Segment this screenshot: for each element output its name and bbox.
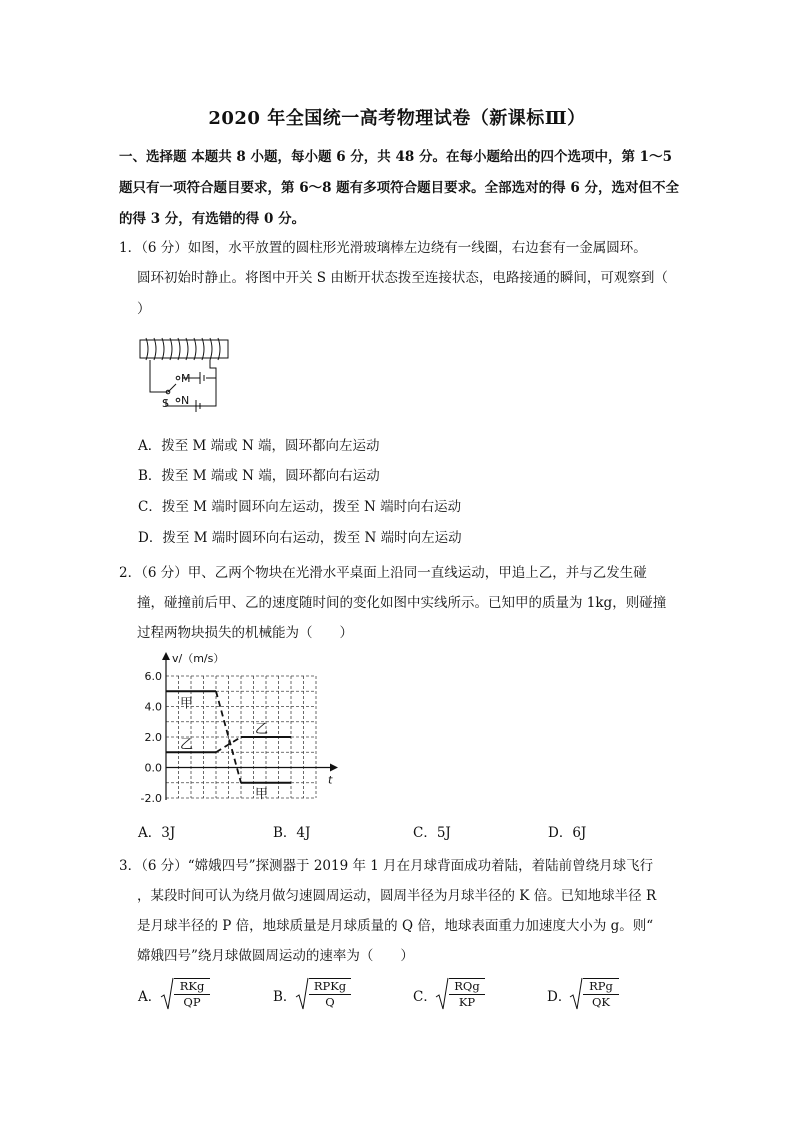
denominator: Q <box>325 995 335 1009</box>
y-axis-label: v/（m/s） <box>172 652 225 665</box>
question-2-text: 甲、乙两个物块在光滑水平桌面上沿同一直线运动，甲追上乙，并与乙发生碰 <box>187 565 647 581</box>
fraction <box>309 979 351 1010</box>
fraction <box>583 979 619 1010</box>
question-1-option-a: A．拨至 M 端或 N 端，圆环都向左运动 <box>138 438 380 454</box>
label-s: S <box>162 397 169 410</box>
question-3-stem-line4: 嫦娥四号”绕月球做圆周运动的速率为（ ） <box>137 948 414 964</box>
label-n: N <box>181 394 190 407</box>
sqrt-icon <box>569 977 583 1011</box>
option-letter: D． <box>547 989 572 1005</box>
option-letter: B． <box>273 989 297 1005</box>
question-2-stem <box>119 558 679 589</box>
series-label-before: 甲 <box>180 696 194 712</box>
question-3-stem-line3: 是月球半径的 P 倍，地球质量是月球质量的 Q 倍，地球表面重力加速度大小为 g。则“ <box>137 918 654 934</box>
coil-winding <box>146 338 220 360</box>
numerator: RKg <box>174 979 210 995</box>
question-2-option-d: D．6J <box>548 825 587 841</box>
option-letter: C． <box>413 989 437 1005</box>
x-axis-label: t <box>328 773 333 787</box>
series-1-transition <box>216 737 241 752</box>
y-tick-label: -2.0 <box>140 792 162 805</box>
question-3-text: “嫦娥四号”探测器于 2019 年 1 月在月球背面成功着陆，着陆前曾绕月球飞行 <box>187 858 654 874</box>
numerator: RPKg <box>309 979 351 995</box>
question-1-option-d: D．拨至 M 端时圆环向右运动，拨至 N 端时向左运动 <box>138 530 462 546</box>
coil-circuit-figure <box>138 334 238 416</box>
terminal-n <box>176 398 180 402</box>
denominator: QP <box>183 995 201 1009</box>
sqrt-icon <box>295 977 309 1011</box>
question-1-number: 1． <box>119 240 142 256</box>
numerator: RPg <box>583 979 619 995</box>
fraction <box>449 979 485 1010</box>
chart-axes <box>162 652 338 800</box>
x-axis-arrow-icon <box>330 764 338 772</box>
question-1-stem-line2: 圆环初始时静止。将图中开关 S 由断开状态拨至连接状态，电路接通的瞬间，可观察到（ <box>137 270 668 286</box>
fraction <box>174 979 210 1010</box>
question-2-score: （6 分） <box>141 565 188 581</box>
series-label-after: 乙 <box>255 722 269 737</box>
switch-lever <box>168 384 176 392</box>
question-1-option-b: B．拨至 M 端或 N 端，圆环都向右运动 <box>138 468 380 484</box>
section-instructions: 一、选择题 本题共 8 小题，每小题 6 分，共 48 分。在每小题给出的四个选项中，第 1～5 题只有一项符合题目要求，第 6～8 题有多项符合题目要求。全部选对的得 6 分，选对但不全的得 3 分，有选错的得 0 分。 <box>119 149 679 227</box>
terminal-m <box>176 376 180 380</box>
glass-rod <box>140 340 228 358</box>
chart-labels <box>141 652 333 805</box>
sqrt-icon <box>160 977 174 1011</box>
question-2-stem-line3: 过程两物块损失的机械能为（ ） <box>137 625 353 641</box>
y-axis-arrow-icon <box>162 652 170 660</box>
question-1-stem-line3: ） <box>137 301 151 317</box>
label-m: M <box>181 372 191 385</box>
question-3-stem-line2: ，某段时间可认为绕月做匀速圆周运动，圆周半径为月球半径的 K 倍。已知地球半径 R <box>137 888 657 904</box>
denominator: QK <box>591 995 611 1009</box>
question-2-option-c: C．5J <box>413 825 451 841</box>
question-3-number: 3． <box>119 858 142 874</box>
numerator: RQg <box>449 979 485 995</box>
question-2-option-b: B．4J <box>273 825 311 841</box>
question-2-stem-line2: 撞，碰撞前后甲、乙的速度随时间的变化如图中实线所示。已知甲的质量为 1kg，则碰撞 <box>137 595 667 611</box>
question-3-stem <box>119 851 679 882</box>
question-1-option-c: C．拨至 M 端时圆环向左运动，拨至 N 端时向右运动 <box>138 499 462 515</box>
exam-title: 2020 年全国统一高考物理试卷（新课标Ⅲ） <box>208 108 586 129</box>
option-letter: A． <box>138 989 162 1005</box>
y-tick-label: 2.0 <box>144 731 162 744</box>
question-1-stem <box>119 233 679 264</box>
question-1-score: （6 分） <box>141 240 188 256</box>
sqrt-icon <box>435 977 449 1011</box>
denominator: KP <box>458 995 476 1009</box>
question-2-number: 2． <box>119 565 142 581</box>
question-2-option-a: A．3J <box>138 825 176 841</box>
question-3-score: （6 分） <box>141 858 188 874</box>
y-tick-label: 4.0 <box>144 700 162 714</box>
y-tick-label: 0.0 <box>144 761 162 775</box>
question-1-text: 如图，水平放置的圆柱形光滑玻璃棒左边绕有一线圈，右边套有一金属圆环。 <box>187 240 647 256</box>
series-label-after: 甲 <box>255 786 269 802</box>
velocity-time-chart <box>130 648 350 818</box>
series-label-before: 乙 <box>180 737 194 753</box>
y-tick-label: 6.0 <box>144 670 162 683</box>
